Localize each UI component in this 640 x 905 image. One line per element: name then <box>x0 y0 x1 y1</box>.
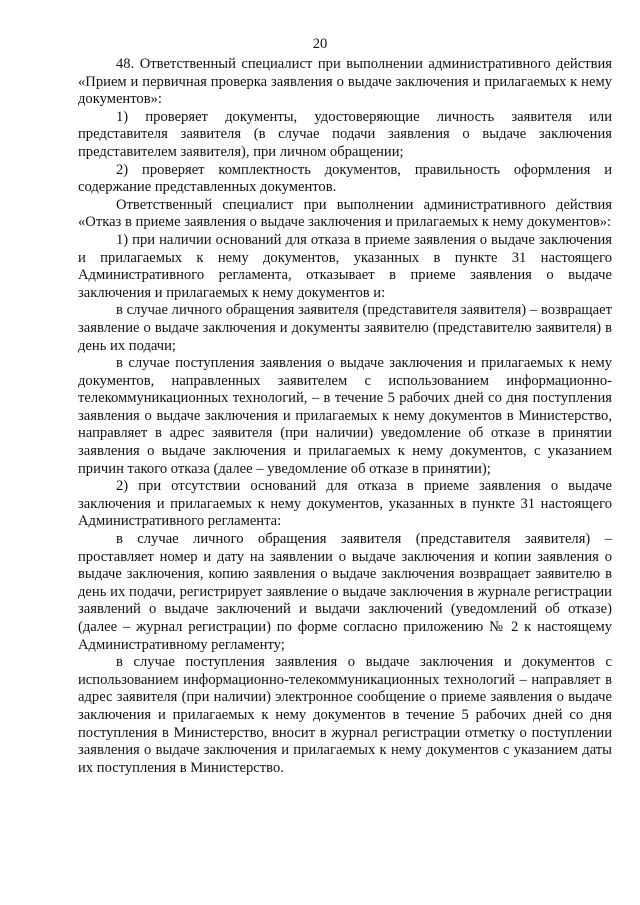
paragraph-acceptance-electronic: в случае поступления заявления о выдаче заключения и документов с использованием информационно-телекоммуникационных технологий – направляет в адрес заявителя (при наличии) электронное сообщение о приеме заявления о выдаче заключения и прилагаемых к нему документов в течение 5 рабочих дней со дня поступления в Министерство, вносит в журнал регистрации отметку о поступлении заявления о выдаче заключения и прилагаемых к нему документов с указанием даты их поступления в Министерство. <box>78 654 612 776</box>
paragraph-acceptance-personal: в случае личного обращения заявителя (представителя заявителя) – проставляет номер и дату на заявлении о выдаче заключения и копии заявления о выдаче заключения, копию заявления о выдаче заключения возвращает заявителю в день их подачи, регистрирует заявление о выдаче заключения в журнале регистрации заявлений о выдаче заключений и выдачи заключений (уведомлений об отказе) (далее – журнал регистрации) по форме согласно приложению № 2 к настоящему Административному регламенту; <box>78 531 612 653</box>
paragraph-refusal-electronic: в случае поступления заявления о выдаче заключения и прилагаемых к нему документов, направленных заявителем с использованием информационно-телекоммуникационных технологий, – в течение 5 рабочих дней со дня поступления заявления о выдаче заключения и прилагаемых к нему документов в Министерство, направляет в адрес заявителя (при наличии) уведомление об отказе в принятии заявления о выдаче заключения и прилагаемых к нему документов, с указанием причин такого отказа (далее – уведомление об отказе в принятии); <box>78 355 612 477</box>
paragraph-48-item-1: 1) проверяет документы, удостоверяющие личность заявителя или представителя заявителя (в случае подачи заявления о выдаче заключения представителем заявителя), при личном обращении; <box>78 108 612 160</box>
paragraph-48-item-2: 2) проверяет комплектность документов, правильность оформления и содержание представленных документов. <box>78 161 612 196</box>
paragraph-48: 48. Ответственный специалист при выполнении административного действия «Прием и первичная проверка заявления о выдаче заключения и прилагаемых к нему документов»: <box>78 56 612 108</box>
paragraph-acceptance-item-2: 2) при отсутствии оснований для отказа в приеме заявления о выдаче заключения и прилагаемых к нему документов, указанных в пункте 31 настоящего Административного регламента: <box>78 478 612 530</box>
paragraph-refusal-personal: в случае личного обращения заявителя (представителя заявителя) – возвращает заявление о выдаче заключения и документы заявителю (представителю заявителя) в день их подачи; <box>78 302 612 354</box>
paragraph-refusal-intro: Ответственный специалист при выполнении административного действия «Отказ в приеме заявления о выдаче заключения и прилагаемых к нему документов»: <box>78 196 612 231</box>
page-number: 20 <box>312 36 328 52</box>
document-body <box>78 56 612 777</box>
paragraph-refusal-item-1: 1) при наличии оснований для отказа в приеме заявления о выдаче заключения и прилагаемых к нему документов, указанных в пункте 31 настоящего Административного регламента, отказывает в приеме заявления о выдаче заключения и прилагаемых к нему документов и: <box>78 231 612 301</box>
